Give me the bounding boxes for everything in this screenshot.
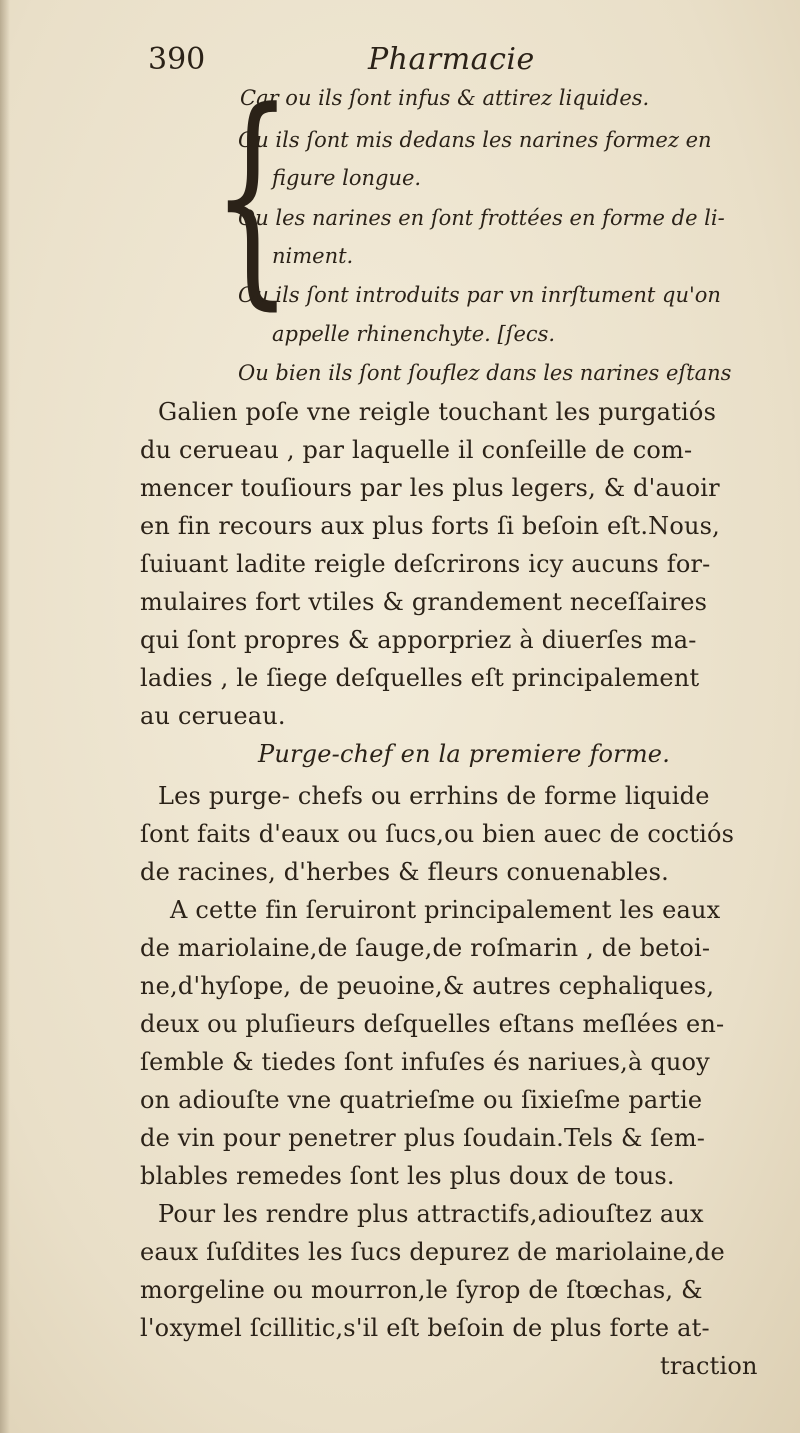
body-line: on adiouſte vne quatrieſme ou ſixieſme partie	[140, 1086, 703, 1114]
body-line: ne,d'hyſope, de peuoine,& autres cephaliques,	[140, 972, 715, 1000]
body-line: ladies , le ſiege deſquelles eſt principalement	[140, 664, 700, 692]
body-line: Galien poſe vne reigle touchant les purgatiós	[158, 398, 717, 426]
curly-brace-icon: {	[212, 63, 293, 330]
list-line: Ou ils ſont introduits par vn inrſtument qu'on	[238, 283, 721, 307]
body-line: A cette fin ſeruiront principalement les eaux	[170, 896, 721, 924]
body-line: en fin recours aux plus forts ſi beſoin eſt.Nous,	[140, 512, 720, 540]
body-line: morgeline ou mourron,le ſyrop de ſtœchas, &	[140, 1276, 703, 1304]
body-line: ſuiuant ladite reigle deſcrirons icy aucuns for-	[140, 550, 711, 578]
list-line: Ou les narines en ſont frottées en forme de li-	[238, 206, 725, 230]
page-number: 390	[148, 42, 206, 77]
body-line: Pour les rendre plus attractifs,adiouſtez aux	[158, 1200, 704, 1228]
list-line: Ou bien ils ſont ſouflez dans les narines eſtans	[238, 361, 732, 385]
running-title: Pharmacie	[368, 42, 535, 77]
section-heading: Purge-chef en la premiere forme.	[258, 740, 671, 768]
list-line: appelle rhinenchyte. [ſecs.	[272, 322, 556, 346]
body-line: mencer touſiours par les plus legers, & d'auoir	[140, 474, 720, 502]
body-line: au cerueau.	[140, 702, 286, 730]
list-line: niment.	[272, 244, 354, 268]
list-line: Car ou ils ſont infus & attirez liquides.	[240, 86, 650, 110]
body-line: ſemble & tiedes ſont infuſes és nariues,à quoy	[140, 1048, 710, 1076]
page-header	[148, 42, 568, 82]
body-line: blables remedes ſont les plus doux de tous.	[140, 1162, 675, 1190]
body-line: qui ſont propres & apporpriez à diuerſes ma-	[140, 626, 697, 654]
body-line: l'oxymel ſcillitic,s'il eſt beſoin de plus forte at-	[140, 1314, 710, 1342]
body-line: de vin pour penetrer plus ſoudain.Tels & ſem-	[140, 1124, 706, 1152]
body-line: mulaires fort vtiles & grandement neceſſaires	[140, 588, 708, 616]
body-line: Les purge- chefs ou errhins de forme liquide	[158, 782, 710, 810]
body-line: eaux ſuſdites les ſucs depurez de mariolaine,de	[140, 1238, 725, 1266]
body-line: de racines, d'herbes & fleurs conuenables.	[140, 858, 669, 886]
body-line: traction	[660, 1352, 758, 1380]
list-line: Ou ils ſont mis dedans les narines formez en	[238, 128, 712, 152]
body-line: du cerueau , par laquelle il conſeille de com-	[140, 436, 693, 464]
list-line: figure longue.	[272, 166, 422, 190]
body-line: de mariolaine,de ſauge,de roſmarin , de betoi-	[140, 934, 711, 962]
body-line: ſont faits d'eaux ou ſucs,ou bien auec de coctiós	[140, 820, 735, 848]
page-gutter	[0, 0, 10, 1433]
body-line: deux ou pluſieurs deſquelles eſtans meſlées en-	[140, 1010, 725, 1038]
